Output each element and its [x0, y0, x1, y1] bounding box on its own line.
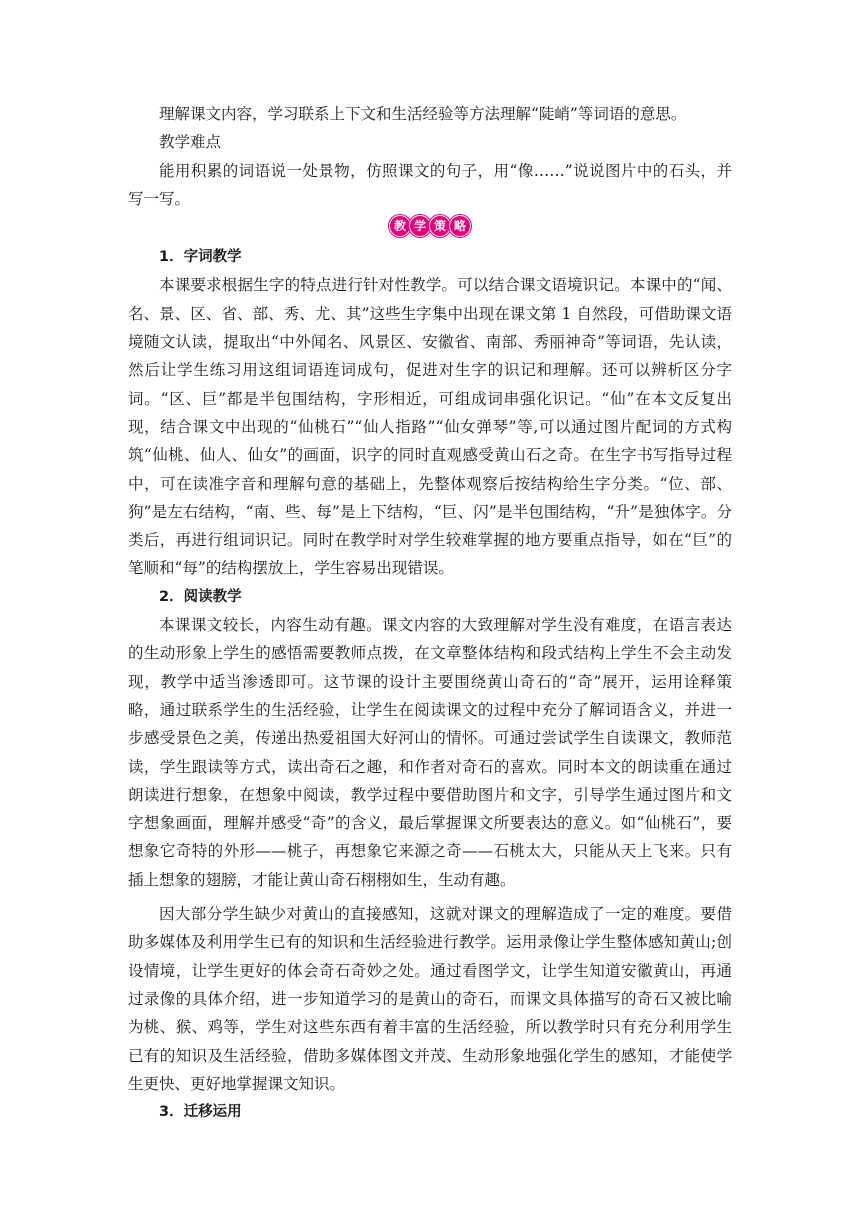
- badge-char: 教: [389, 215, 411, 237]
- reading-paragraph-1: 本课课文较长，内容生动有趣。课文内容的大致理解对学生没有难度，在语言表达的生动形象上学生的感悟需要教师点拨，在文章整体结构和段式结构上学生不会主动发现，教学中适当渗透即可。这节课的设计主要围绕黄山奇石的“奇”展开，运用诠释策略，通过联系学生的生活经验，让学生在阅读课文的过程中充分了解词语含义，并进一步感受景色之美，传递出热爱祖国大好河山的情怀。可通过尝试学生自读课文，教师范读，学生跟读等方式，读出奇石之趣，和作者对奇石的喜欢。同时本文的朗读重在通过朗读进行想象，在想象中阅读，教学过程中要借助图片和文字，引导学生通过图片和文字想象画面，理解并感受“奇”的含义，最后掌握课文所要表达的意义。如“仙桃石”，要想象它奇特的外形——桃子，再想象它来源之奇——石桃太大，只能从天上飞来。只有插上想象的翅膀，才能让黄山奇石栩栩如生，生动有趣。: [128, 616, 732, 889]
- page-content: [128, 100, 732, 1126]
- goal-paragraph: 理解课文内容，学习联系上下文和生活经验等方法理解“陡峭”等词语的意思。: [159, 105, 687, 123]
- badge-char: 学: [409, 215, 431, 237]
- badge-char: 策: [429, 215, 451, 237]
- section-heading-transfer: 3．迁移运用: [159, 1104, 242, 1121]
- section-heading-reading: 2．阅读教学: [159, 588, 242, 605]
- teaching-strategy-badge: [128, 215, 732, 237]
- badge-char: 略: [449, 215, 471, 237]
- difficulty-heading: 教学难点: [159, 133, 222, 152]
- section-heading-vocabulary: 1．字词教学: [159, 249, 242, 266]
- difficulty-paragraph: 能用积累的词语说一处景物，仿照课文的句子，用“像……”说说图片中的石头，并写一写。: [128, 161, 732, 208]
- vocabulary-paragraph: 本课要求根据生字的特点进行针对性教学。可以结合课文语境识记。本课中的“闻、名、景、区、省、部、秀、尤、其”这些生字集中出现在课文第 1 自然段，可借助课文语境随文认读，提取出“中外闻名、风景区、安徽省、南部、秀丽神奇”等词语，先认读，然后让学生练习用这组词语连词成句，促进对生字的识记和理解。还可以辨析区分字词。“区、巨”都是半包围结构，字形相近，可组成词串强化识记。“仙”在本文反复出现，结合课文中出现的“仙桃石”“仙人指路”“仙女弹琴”等,可以通过图片配词的方式构筑“仙桃、仙人、仙女”的画面，识字的同时直观感受黄山石之奇。在生字书写指导过程中，可在读准字音和理解句意的基础上，先整体观察后按结构给生字分类。“位、部、狗”是左右结构，“南、些、每”是上下结构，“巨、闪”是半包围结构，“升”是独体字。分类后，再进行组词识记。同时在教学时对学生较难掌握的地方要重点指导，如在“巨”的笔顺和“每”的结构摆放上，学生容易出现错误。: [128, 276, 732, 578]
- reading-paragraph-2: 因大部分学生缺少对黄山的直接感知，这就对课文的理解造成了一定的难度。要借助多媒体及利用学生已有的知识和生活经验进行教学。运用录像让学生整体感知黄山;创设情境，让学生更好的体会奇石奇妙之处。通过看图学文，让学生知道安徽黄山，再通过录像的具体介绍，进一步知道学习的是黄山的奇石，而课文具体描写的奇石又被比喻为桃、猴、鸡等，学生对这些东西有着丰富的生活经验，所以教学时只有充分利用学生已有的知识及生活经验，借助多媒体图文并茂、生动形象地强化学生的感知，才能使学生更快、更好地掌握课文知识。: [128, 905, 732, 1093]
